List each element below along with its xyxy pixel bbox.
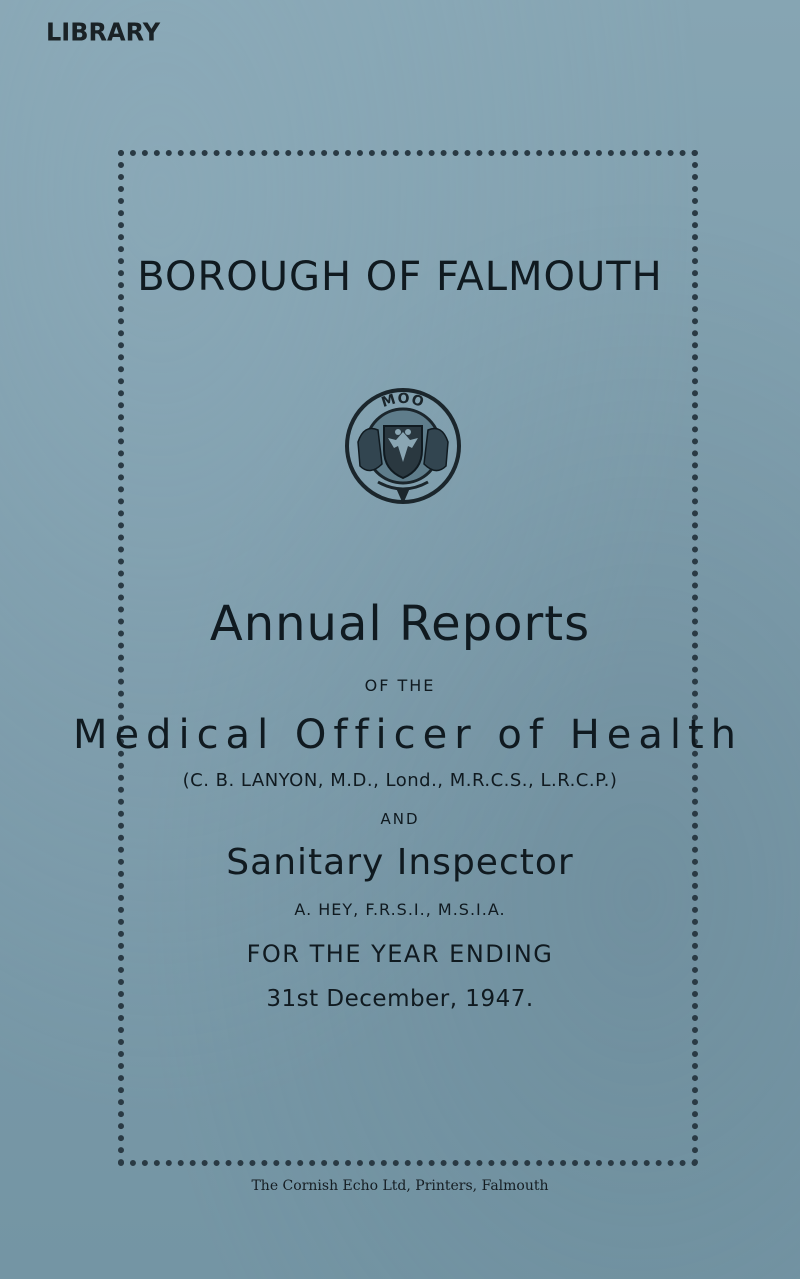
report-date: 31st December, 1947.	[266, 986, 534, 1012]
inspector-name: A. HEY, F.R.S.I., M.S.I.A.	[294, 900, 506, 919]
for-the-year-text: FOR THE YEAR ENDING	[246, 940, 554, 968]
of-the-text: OF THE	[364, 676, 436, 695]
borough-crest-icon	[338, 384, 468, 510]
printer-imprint: The Cornish Echo Ltd, Printers, Falmouth	[251, 1178, 549, 1194]
inspector-title: Sanitary Inspector	[226, 842, 574, 883]
officer-title: Medical Officer of Health	[72, 712, 744, 758]
borough-title: BOROUGH OF FALMOUTH	[137, 254, 663, 300]
and-text: AND	[380, 810, 420, 828]
dotted-border-frame	[118, 150, 698, 1166]
crest-motto: MOO	[379, 390, 427, 412]
officer-name: (C. B. LANYON, M.D., Lond., M.R.C.S., L.R.C.P.)	[182, 770, 618, 791]
library-stamp: LIBRARY	[46, 17, 161, 47]
annual-reports-heading: Annual Reports	[209, 596, 591, 652]
